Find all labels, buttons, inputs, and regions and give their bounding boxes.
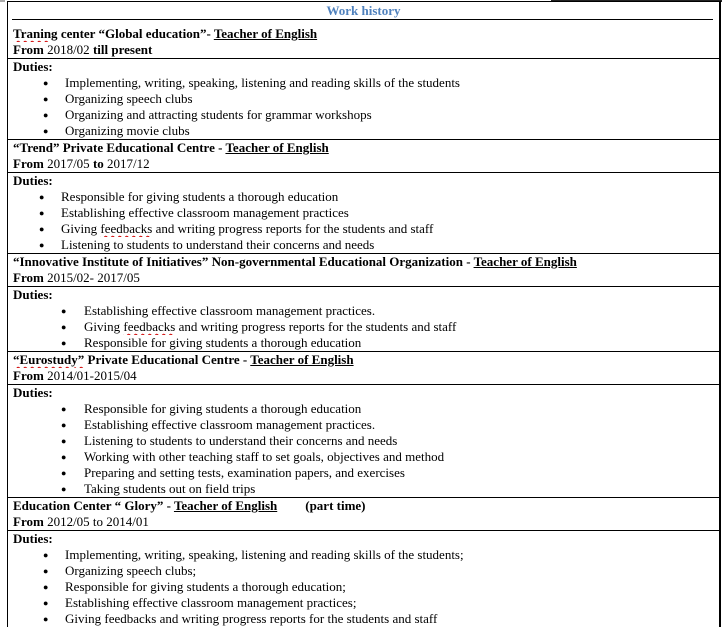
- duty-item: [13, 319, 719, 335]
- duty-item: [13, 221, 719, 237]
- job-title-line: [13, 352, 719, 368]
- bullet-icon: ●: [61, 420, 67, 430]
- job-title-line: [13, 254, 719, 270]
- job-position: Teacher of English: [250, 352, 354, 367]
- job-header: [8, 139, 719, 172]
- job-dates: 2014/01-2015/04: [43, 368, 137, 383]
- duty-text: Establishing effective classroom management practices: [61, 205, 349, 220]
- work-history-table: [7, 1, 721, 627]
- duty-text: Preparing and setting tests, examination papers, and exercises: [84, 465, 405, 480]
- duty-item: [13, 237, 719, 253]
- duty-item: [13, 611, 719, 627]
- duties-list: [13, 75, 719, 139]
- job-organization: [13, 352, 250, 367]
- spelling-flag: “Eurostudy”: [13, 352, 85, 367]
- duty-text: and writing progress reports for the students and staff: [175, 319, 457, 334]
- bullet-icon: ●: [43, 126, 49, 136]
- duty-text: Giving: [61, 221, 101, 236]
- duty-item: [13, 123, 719, 139]
- duty-item: [13, 189, 719, 205]
- bullet-icon: ●: [61, 338, 67, 348]
- duty-item: [13, 547, 719, 563]
- duty-item: [13, 107, 719, 123]
- job-date-line: [13, 270, 719, 286]
- bullet-icon: ●: [43, 94, 49, 104]
- job-position: Teacher of English: [213, 26, 318, 41]
- job-date-start: 2018/02: [43, 42, 93, 57]
- duty-item: [13, 465, 719, 481]
- duty-item: [13, 449, 719, 465]
- duties-label: Duties:: [13, 59, 53, 74]
- job-date-line: [13, 42, 719, 58]
- duty-text: Implementing, writing, speaking, listening and reading skills of the students;: [65, 547, 464, 562]
- duty-text: Organizing movie clubs: [65, 123, 190, 138]
- from-label: From: [13, 368, 44, 383]
- job-header: [8, 351, 719, 384]
- job-dates: 2015/02- 2017/05: [43, 270, 140, 285]
- from-label: From: [13, 270, 44, 285]
- duty-text: Responsible for giving students a thorough education: [61, 189, 339, 204]
- from-label: From: [13, 514, 44, 529]
- duty-item: [13, 205, 719, 221]
- job-date-line: [13, 368, 719, 384]
- job-title-line: [13, 498, 719, 514]
- duties-label: Duties:: [13, 287, 53, 302]
- bullet-icon: ●: [43, 550, 49, 560]
- job-position: Teacher of English: [473, 254, 577, 269]
- duty-item: [13, 563, 719, 579]
- duty-text: Responsible for giving students a thorough education;: [65, 579, 346, 594]
- duty-text: and writing progress reports for the students and staff: [152, 221, 434, 236]
- spelling-flag: feedbacks: [123, 319, 176, 334]
- job-organization: [13, 26, 214, 41]
- job-title-line: [13, 26, 719, 42]
- bullet-icon: ●: [61, 322, 67, 332]
- header-rule: [12, 19, 713, 20]
- bullet-icon: ●: [39, 224, 45, 234]
- duties-label: Duties:: [13, 173, 53, 188]
- duty-item: [13, 75, 719, 91]
- duties-label: Duties:: [13, 531, 53, 546]
- job-header: [8, 497, 719, 530]
- from-label: From: [13, 42, 44, 57]
- job-date-line: [13, 156, 719, 172]
- duty-text: Implementing, writing, speaking, listening and reading skills of the students: [65, 75, 460, 90]
- bullet-icon: ●: [61, 436, 67, 446]
- job-organization: “Innovative Institute of Initiatives” Non-governmental Educational Organization -: [13, 254, 474, 269]
- duty-text: Organizing speech clubs;: [65, 563, 197, 578]
- bullet-icon: ●: [61, 484, 67, 494]
- duties-label: Duties:: [13, 385, 53, 400]
- job-organization-rest: Private Educational Centre -: [84, 352, 251, 367]
- duty-text: Responsible for giving students a thorough education: [84, 335, 362, 350]
- duty-item: [13, 335, 719, 351]
- job-duties: [8, 384, 719, 497]
- duty-text: Listening to students to understand their concerns and needs: [84, 433, 398, 448]
- duty-text: Taking students out on field trips: [84, 481, 256, 496]
- from-label: From: [13, 156, 44, 171]
- job-duties: [8, 286, 719, 351]
- bullet-icon: ●: [39, 208, 45, 218]
- duty-text: Giving feedbacks and writing progress reports for the students and staff: [65, 611, 438, 626]
- duty-text: Establishing effective classroom management practices.: [84, 303, 376, 318]
- bullet-icon: ●: [43, 582, 49, 592]
- duty-item: [13, 433, 719, 449]
- job-duties: [8, 530, 719, 627]
- section-header: [8, 2, 719, 20]
- job-date-connector: to: [92, 156, 104, 171]
- job-date-start: 2017/05: [43, 156, 93, 171]
- duty-text: Working with other teaching staff to set goals, objectives and method: [84, 449, 445, 464]
- job-duties: [8, 172, 719, 253]
- bullet-icon: ●: [43, 614, 49, 624]
- job-date-line: [13, 514, 719, 530]
- duty-text: Giving: [84, 319, 124, 334]
- bullet-icon: ●: [61, 452, 67, 462]
- duty-item: [13, 401, 719, 417]
- job-organization: “Trend” Private Educational Centre -: [13, 140, 226, 155]
- bullet-icon: ●: [43, 110, 49, 120]
- job-dates: 2012/05 to 2014/01: [43, 514, 149, 529]
- job-organization-rest: center “Global education”-: [57, 26, 214, 41]
- job-duties: [8, 58, 719, 139]
- duty-item: [13, 579, 719, 595]
- duty-text: Organizing speech clubs: [65, 91, 193, 106]
- duties-list: [13, 189, 719, 253]
- job-date-connector: till present: [92, 42, 153, 57]
- bullet-icon: ●: [43, 566, 49, 576]
- job-position: Teacher of English: [225, 140, 329, 155]
- bullet-icon: ●: [43, 598, 49, 608]
- job-organization: Education Center “ Glory” -: [13, 498, 174, 513]
- job-header: [8, 20, 719, 58]
- job-title-line: [13, 140, 719, 156]
- spelling-flag: Traning: [13, 26, 58, 41]
- duty-item: [13, 595, 719, 611]
- duty-item: [13, 417, 719, 433]
- job-position: Teacher of English: [173, 498, 278, 513]
- bullet-icon: ●: [39, 192, 45, 202]
- duty-text: Establishing effective classroom management practices;: [65, 595, 357, 610]
- bullet-icon: ●: [61, 306, 67, 316]
- bullet-icon: ●: [43, 78, 49, 88]
- duties-list: [13, 401, 719, 497]
- section-title: Work history: [326, 3, 401, 18]
- bullet-icon: ●: [61, 468, 67, 478]
- duty-item: [13, 481, 719, 497]
- spelling-flag: feedbacks: [100, 221, 153, 236]
- page-edge-mark: [0, 0, 5, 2]
- duty-item: [13, 303, 719, 319]
- job-type: (part time): [305, 498, 366, 513]
- duty-text: Listening to students to understand their concerns and needs: [61, 237, 375, 252]
- job-date-end: 2017/12: [103, 156, 150, 171]
- duty-item: [13, 91, 719, 107]
- duties-list: [13, 547, 719, 627]
- duty-text: Responsible for giving students a thorough education: [84, 401, 362, 416]
- job-header: [8, 253, 719, 286]
- bullet-icon: ●: [61, 404, 67, 414]
- duties-list: [13, 303, 719, 351]
- duty-text: Organizing and attracting students for grammar workshops: [65, 107, 372, 122]
- bullet-icon: ●: [39, 240, 45, 250]
- duty-text: Establishing effective classroom management practices.: [84, 417, 376, 432]
